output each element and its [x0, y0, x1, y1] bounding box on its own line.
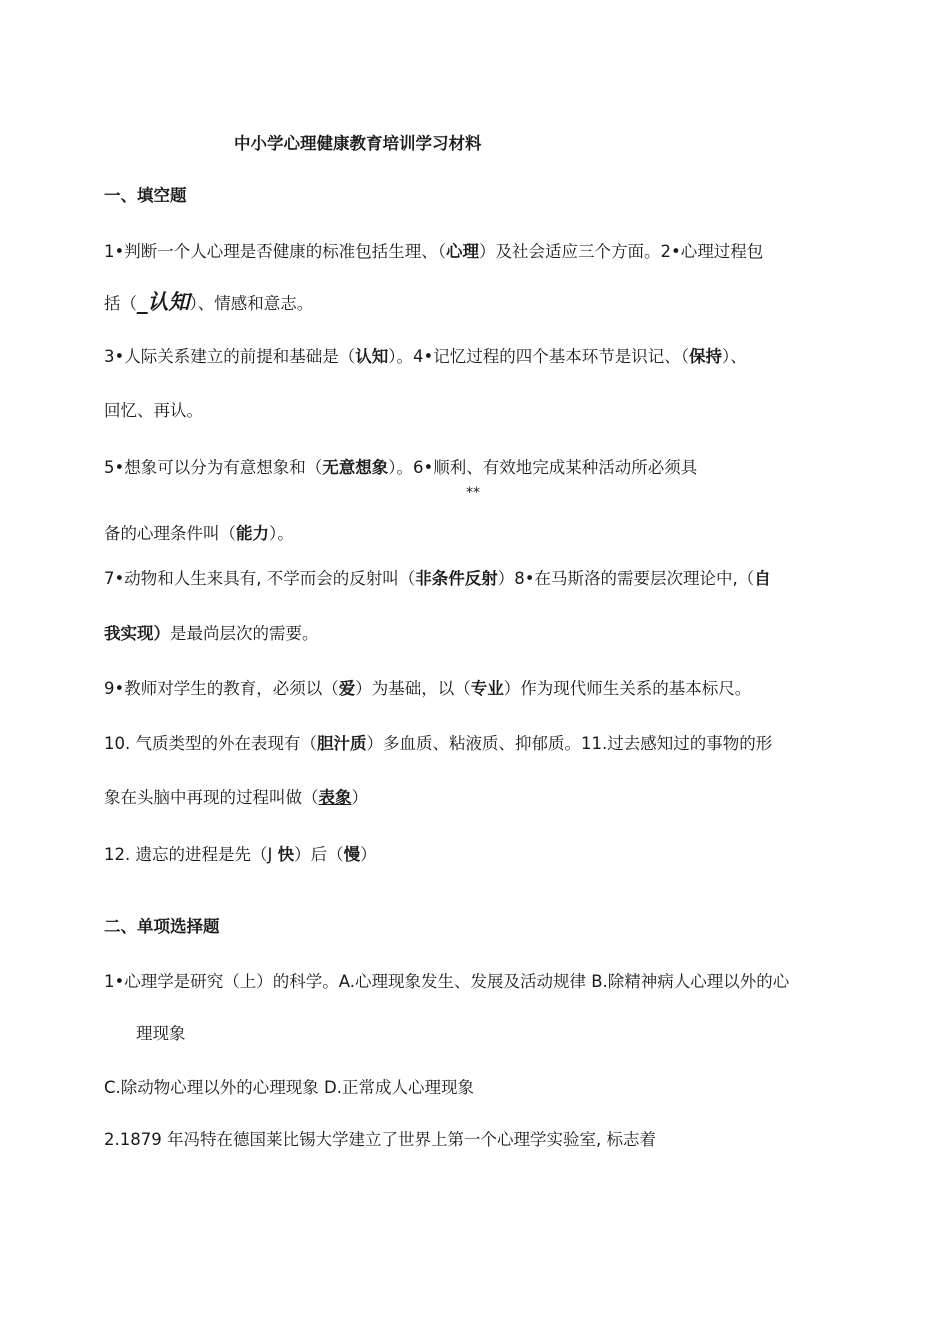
text: 备的心理条件叫（: [104, 524, 236, 543]
text: ）及社会适应三个方面。2•心理过程包: [478, 242, 764, 261]
text: 9•教师对学生的教育，必须以（: [104, 679, 339, 698]
answer: 我实现）: [104, 624, 170, 643]
question-4-line: 回忆、再认。: [104, 401, 203, 420]
choice-2-line: 2.1879 年冯特在德国莱比锡大学建立了世界上第一个心理学实验室, 标志着: [104, 1130, 656, 1149]
question-10-line: [104, 732, 772, 756]
text: ）。4•记忆过程的四个基本环节是识记、（: [388, 347, 689, 366]
text: ）。6•顺利、有效地完成某种活动所必须具: [388, 458, 698, 477]
question-12-line: [104, 843, 377, 867]
answer: 认知: [355, 347, 389, 366]
answer: 保持: [688, 347, 722, 366]
text: ）、情感和意志。: [189, 294, 314, 313]
question-3-line: [104, 345, 747, 369]
text: 12. 遗忘的进程是先（J: [104, 845, 278, 864]
text: ）为基础，以（: [355, 679, 471, 698]
text: ）后（: [294, 845, 344, 864]
text: ）作为现代师生关系的基本标尺。: [503, 679, 752, 698]
text: 5•想象可以分为有意想象和（: [104, 458, 323, 477]
answer: 非条件反射: [415, 569, 498, 588]
question-11-line: [104, 786, 368, 810]
answer: 无意想象: [322, 458, 389, 477]
question-8-line: [104, 622, 319, 646]
answer: 爱: [338, 679, 356, 698]
answer: 心理: [445, 242, 479, 261]
text: ）多血质、粘液质、抑郁质。11.过去感知过的事物的形: [366, 734, 773, 753]
choice-1-options: C.除动物心理以外的心理现象 D.正常成人心理现象: [104, 1078, 474, 1097]
text: 象在头脑中再现的过程叫做（: [104, 788, 319, 807]
text: 7•动物和人生来具有, 不学而会的反射叫（: [104, 569, 416, 588]
answer: 胆汁质: [317, 734, 367, 753]
text: ）8•在马斯洛的需要层次理论中,（: [497, 569, 755, 588]
text: 是最尚层次的需要。: [170, 624, 319, 643]
answer: 能力: [236, 524, 269, 543]
text: 括（: [104, 294, 137, 313]
stars-mark: **: [466, 485, 480, 501]
document-title: 中小学心理健康教育培训学习材料: [234, 134, 482, 153]
answer: 表象: [318, 788, 352, 807]
answer: 专业: [470, 679, 504, 698]
answer: 慢: [343, 845, 361, 864]
text: ）: [351, 788, 368, 807]
question-1-line: [104, 240, 763, 264]
question-9-line: [104, 677, 751, 701]
text: ）: [360, 845, 377, 864]
question-2-line: [104, 290, 313, 316]
answer: 自: [754, 569, 771, 588]
text: ）。: [269, 524, 294, 543]
text: 3•人际关系建立的前提和基础是（: [104, 347, 356, 366]
text: 1•判断一个人心理是否健康的标准包括生理、（: [104, 242, 446, 261]
answer: _认知: [137, 290, 190, 314]
choice-1-continuation: 理现象: [136, 1024, 186, 1043]
question-6-line: [104, 522, 294, 546]
answer: 快: [277, 845, 295, 864]
question-5-line: [104, 456, 697, 480]
question-7-line: [104, 567, 771, 591]
text: ）、: [721, 347, 747, 366]
section-heading-fill-blank: 一、填空题: [104, 186, 187, 205]
choice-1-line: 1•心理学是研究（上）的科学。A.心理现象发生、发展及活动规律 B.除精神病人心理以外的心: [104, 972, 790, 991]
section-heading-single-choice: 二、单项选择题: [104, 917, 220, 936]
text: 10. 气质类型的外在表现有（: [104, 734, 317, 753]
